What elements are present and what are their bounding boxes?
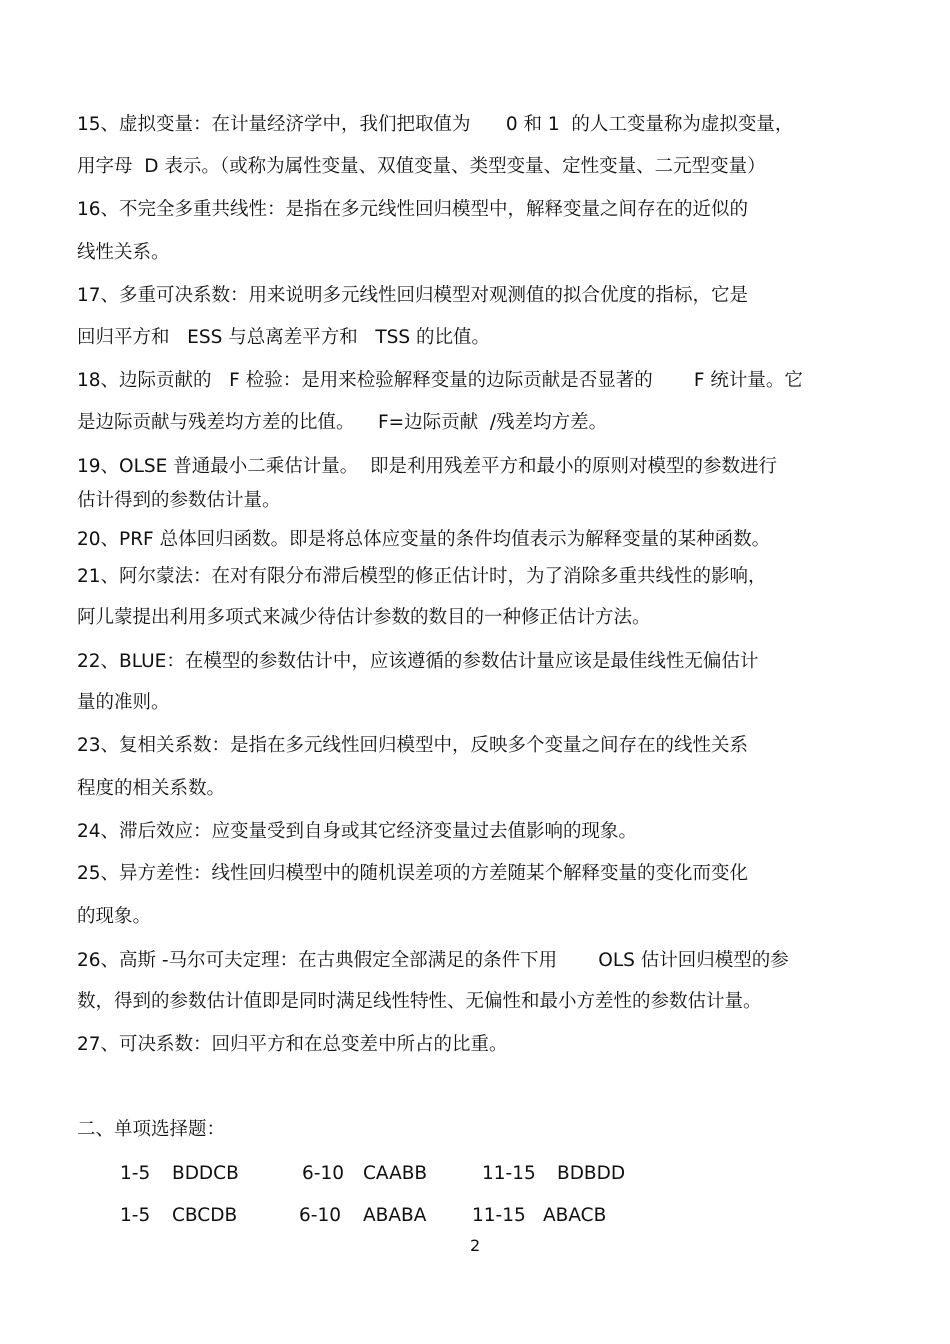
definition-line: 15、虚拟变量：在计量经济学中，我们把取值为 0 和 1 的人工变量称为虚拟变量， (77, 114, 794, 135)
definition-line: 用字母 D 表示。（或称为属性变量、双值变量、类型变量、定性变量、二元型变量） (77, 156, 766, 177)
answer-range: 1-5 (120, 1163, 151, 1184)
section-title: 二、单项选择题： (77, 1119, 226, 1140)
definition-line: 回归平方和 ESS 与总离差平方和 TSS 的比值。 (77, 327, 491, 348)
answer-key: CAABB (363, 1163, 428, 1184)
definition-line: 估计得到的参数估计量。 (77, 490, 281, 511)
definition-line: 27、可决系数：回归平方和在总变差中所占的比重。 (77, 1034, 508, 1055)
answer-range: 11-15 (472, 1205, 526, 1226)
definition-line: 26、高斯 -马尔可夫定理：在古典假定全部满足的条件下用 OLS 估计回归模型的参 (77, 950, 789, 971)
definition-line: 20、PRF 总体回归函数。即是将总体应变量的条件均值表示为解释变量的某种函数。 (77, 529, 771, 550)
definition-line: 21、阿尔蒙法：在对有限分布滞后模型的修正估计时，为了消除多重共线性的影响， (77, 566, 767, 587)
answer-key: CBCDB (172, 1205, 238, 1226)
definition-line: 数，得到的参数估计值即是同时满足线性特性、无偏性和最小方差性的参数估计量。 (77, 991, 762, 1012)
definition-line: 22、BLUE：在模型的参数估计中，应该遵循的参数估计量应该是最佳线性无偏估计 (77, 651, 759, 672)
definition-line: 18、边际贡献的 F 检验：是用来检验解释变量的边际贡献是否显著的 F 统计量。它 (77, 370, 803, 391)
definition-line: 的现象。 (77, 906, 152, 927)
definition-line: 19、OLSE 普通最小二乘估计量。 即是利用残差平方和最小的原则对模型的参数进行 (77, 456, 777, 477)
definition-line: 16、不完全多重共线性：是指在多元线性回归模型中，解释变量之间存在的近似的 (77, 199, 749, 220)
page-number: 2 (470, 1236, 481, 1255)
definition-line: 是边际贡献与残差均方差的比值。 F=边际贡献 /残差均方差。 (77, 412, 608, 433)
answer-range: 6-10 (299, 1205, 341, 1226)
definition-line: 阿儿蒙提出利用多项式来减少待估计参数的数目的一种修正估计方法。 (77, 607, 651, 628)
definition-line: 程度的相关系数。 (77, 778, 226, 799)
definition-line: 量的准则。 (77, 692, 170, 713)
answer-key: ABABA (363, 1205, 427, 1226)
answer-key: BDBDD (557, 1163, 626, 1184)
definition-line: 23、复相关系数：是指在多元线性回归模型中，反映多个变量之间存在的线性关系 (77, 735, 749, 756)
answer-range: 1-5 (120, 1205, 151, 1226)
definition-line: 24、滞后效应：应变量受到自身或其它经济变量过去值影响的现象。 (77, 821, 638, 842)
answer-key: ABACB (543, 1205, 607, 1226)
answer-range: 11-15 (482, 1163, 536, 1184)
definition-line: 25、异方差性：线性回归模型中的随机误差项的方差随某个解释变量的变化而变化 (77, 863, 749, 884)
definition-line: 17、多重可决系数：用来说明多元线性回归模型对观测值的拟合优度的指标，它是 (77, 285, 749, 306)
answer-key: BDDCB (172, 1163, 239, 1184)
definition-line: 线性关系。 (77, 242, 170, 263)
answer-range: 6-10 (302, 1163, 344, 1184)
